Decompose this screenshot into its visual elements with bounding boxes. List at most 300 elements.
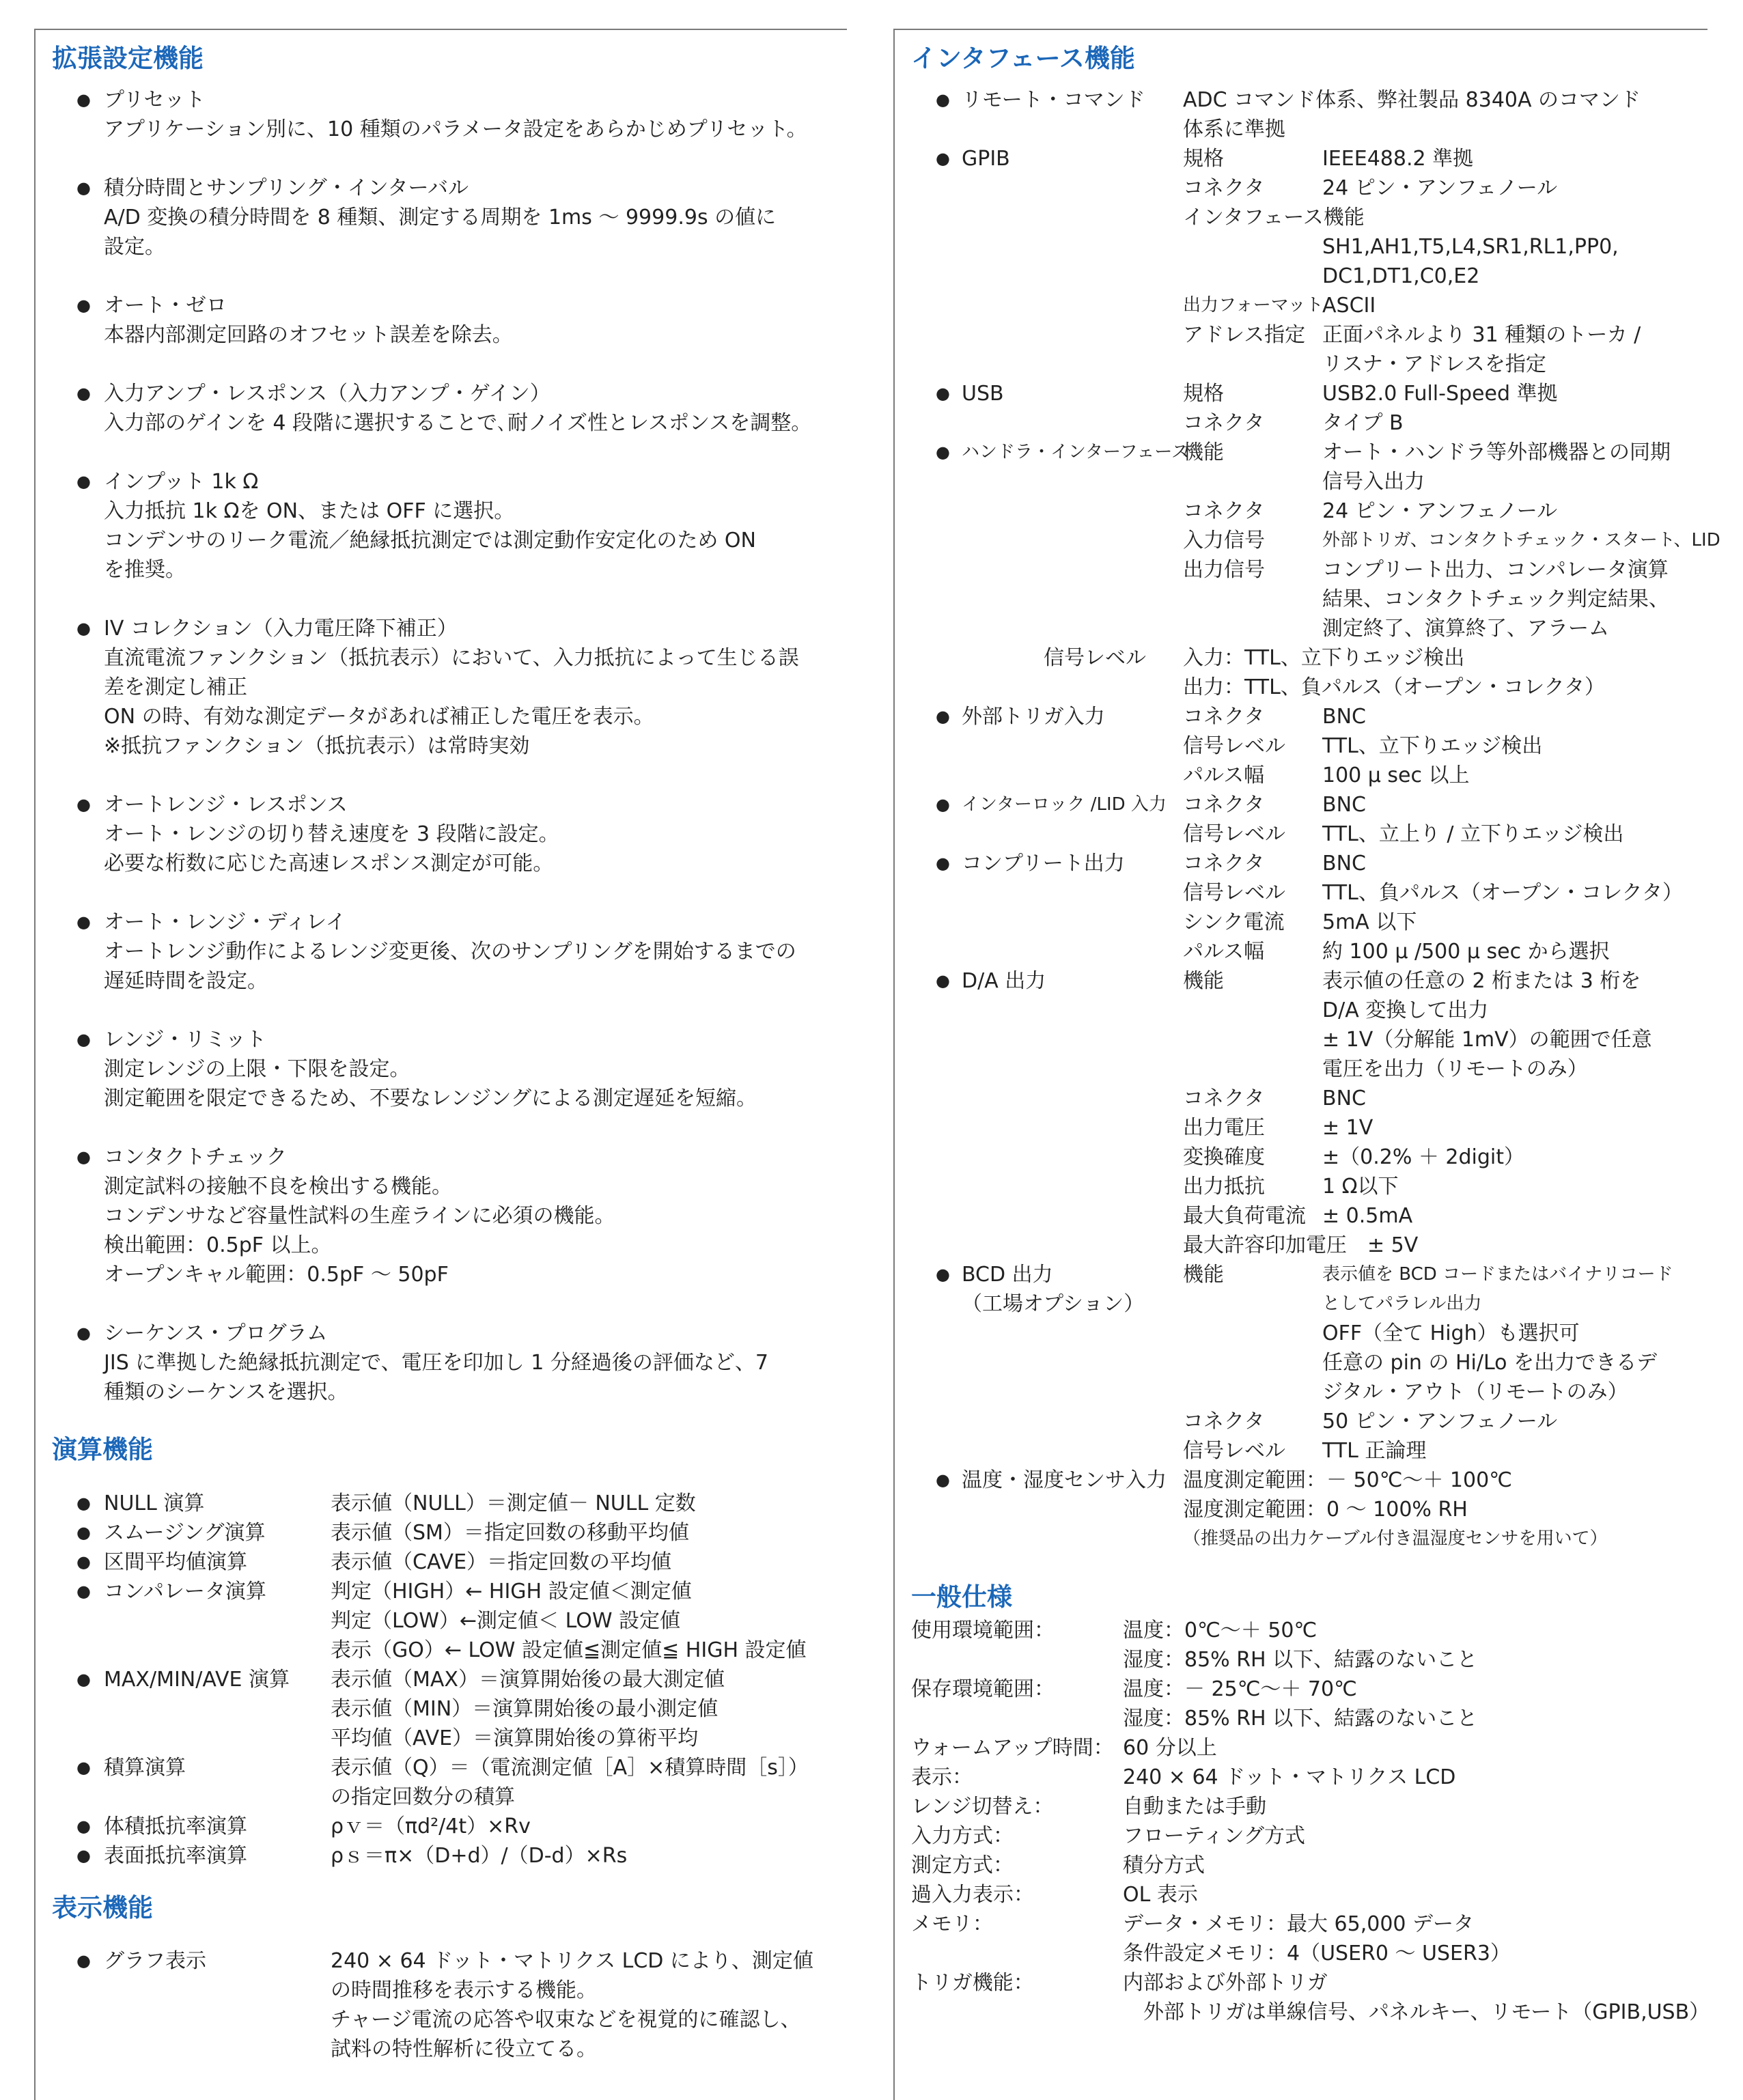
interface-group: GPIB xyxy=(962,147,1010,171)
interface-key: コネクタ xyxy=(1183,499,1265,523)
interface-row xyxy=(936,85,1714,115)
interface-key: 最大負荷電流 xyxy=(1183,1204,1306,1228)
interface-key: コネクタ xyxy=(1183,1410,1265,1433)
interface-row xyxy=(936,496,1714,526)
display-function xyxy=(76,1946,855,2061)
interface-key: 最大許容印加電圧 ± 5V xyxy=(1183,1233,1419,1257)
interface-row xyxy=(936,966,1714,996)
ext-item xyxy=(76,173,848,262)
interface-key: 規格 xyxy=(1183,382,1224,406)
ext-item xyxy=(76,379,848,438)
ext-item xyxy=(76,85,848,144)
display-desc-line: の時間推移を表示する機能。 xyxy=(331,1978,597,2002)
right-vertical-rule xyxy=(893,29,895,2100)
general-key: 入力方式： xyxy=(911,1824,1014,1848)
bullet-icon: ● xyxy=(936,854,950,873)
calc-value: 表示値（NULL）＝測定値－ NULL 定数 xyxy=(331,1492,696,1515)
interface-row xyxy=(936,467,1714,496)
interface-key: 入力：TTL、立下りエッジ検出 xyxy=(1183,646,1465,670)
left-top-rule xyxy=(34,29,847,30)
interface-group: リモート・コマンド xyxy=(962,88,1145,112)
calc-row xyxy=(76,1636,855,1665)
ext-item-desc: 入力部のゲインを 4 段階に選択することで､耐ノイズ性とレスポンスを調整。 xyxy=(104,411,812,435)
bullet-icon: ● xyxy=(76,384,91,403)
interface-row xyxy=(936,1407,1714,1436)
general-row xyxy=(911,1998,1710,2027)
interface-group: 信号レベル xyxy=(962,646,1146,670)
bullet-icon: ● xyxy=(936,149,950,168)
interface-row xyxy=(936,173,1714,203)
bullet-icon: ● xyxy=(936,971,950,990)
interface-row xyxy=(936,1025,1714,1054)
bullet-icon: ● xyxy=(936,384,950,403)
general-key: 保存環境範囲： xyxy=(911,1677,1055,1701)
interface-key: 出力フォーマット xyxy=(1183,295,1324,316)
interface-group: D/A 出力 xyxy=(962,969,1046,993)
general-value: 湿度：85% RH 以下、結露のないこと xyxy=(1123,1707,1478,1731)
ext-item-desc: 入力抵抗 1k Ωを ON、または OFF に選択。 xyxy=(104,499,515,523)
ext-item xyxy=(76,908,848,996)
general-key: 測定方式： xyxy=(911,1853,1014,1877)
ext-item-desc: 種類のシーケンスを選択。 xyxy=(104,1380,348,1404)
ext-item-label: オートレンジ・レスポンス xyxy=(104,793,348,817)
interface-value: USB2.0 Full-Speed 準拠 xyxy=(1322,382,1558,406)
interface-value: 表示値の任意の 2 桁または 3 桁を xyxy=(1322,969,1641,993)
interface-value: タイプ B xyxy=(1322,411,1404,435)
general-key: レンジ切替え： xyxy=(911,1795,1054,1819)
ext-item-label: オート・レンジ・ディレイ xyxy=(104,910,346,934)
interface-value: BNC xyxy=(1322,852,1366,876)
interface-row xyxy=(936,232,1714,262)
interface-value: 約 100 μ /500 μ sec から選択 xyxy=(1322,940,1610,964)
interface-group: インターロック /LID 入力 xyxy=(962,794,1167,815)
general-spec-heading: 一般仕様 xyxy=(911,1582,1012,1612)
calc-value: ρｓ＝π×（D+d）/（D-d）×Rs xyxy=(331,1844,628,1868)
bullet-icon: ● xyxy=(936,707,950,726)
interface-key: 機能 xyxy=(1183,969,1224,993)
display-desc-line: チャージ電流の応答や収束などを視覚的に確認し、 xyxy=(331,2008,801,2032)
interface-row xyxy=(936,291,1714,320)
bullet-icon: ● xyxy=(936,443,950,462)
calc-name: MAX/MIN/AVE 演算 xyxy=(104,1668,290,1692)
calc-value: 表示値（MIN）＝演算開始後の最小測定値 xyxy=(331,1697,719,1721)
interface-row xyxy=(936,1319,1714,1348)
interface-row xyxy=(936,702,1714,731)
interface-row xyxy=(936,144,1714,173)
ext-item-desc: A/D 変換の積分時間を 8 種類、測定する周期を 1ms ～ 9999.9s の値に xyxy=(104,206,777,229)
interface-row xyxy=(936,643,1714,673)
general-row xyxy=(911,1880,1710,1909)
interface-key: コネクタ xyxy=(1183,793,1265,817)
interface-value: としてパラレル出力 xyxy=(1322,1293,1482,1314)
interface-row xyxy=(936,526,1720,555)
calc-value: 表示（GO）← LOW 設定値≦測定値≦ HIGH 設定値 xyxy=(331,1638,807,1662)
ext-item-label: IV コレクション（入力電圧降下補正） xyxy=(104,617,458,641)
interface-row xyxy=(936,790,1714,820)
interface-value: ±（0.2% ＋ 2digit） xyxy=(1322,1145,1525,1169)
general-value: 湿度：85% RH 以下、結露のないこと xyxy=(1123,1648,1478,1672)
interface-key: シンク電流 xyxy=(1183,910,1285,934)
calc-row xyxy=(76,1694,855,1724)
interface-row xyxy=(936,1289,1714,1319)
calc-name: スムージング演算 xyxy=(104,1521,266,1545)
interface-key: 規格 xyxy=(1183,147,1224,171)
calc-name: 表面抵抗率演算 xyxy=(104,1844,247,1868)
ext-item-desc: 測定範囲を限定できるため、不要なレンジングによる測定遅延を短縮。 xyxy=(104,1087,757,1110)
display-function-name: グラフ表示 xyxy=(104,1949,206,1973)
interface-key: アドレス指定 xyxy=(1183,323,1306,347)
ext-item-desc: 必要な桁数に応じた高速レスポンス測定が可能。 xyxy=(104,852,554,876)
general-key: 過入力表示： xyxy=(911,1883,1034,1907)
interface-key: 出力信号 xyxy=(1183,558,1265,582)
interface-row xyxy=(936,1436,1714,1466)
calc-value: 判定（LOW）←測定値＜ LOW 設定値 xyxy=(331,1609,681,1633)
interface-value: 測定終了、演算終了、アラーム xyxy=(1322,617,1609,641)
display-row: ● グラフ表示 240 × 64 ドット・マトリクス LCD により、測定値 の時間推移を表示する機能。 チャージ電流の応答や収束などを視覚的に確認し、 試料の特性解析に役立てる。 xyxy=(76,1946,855,1976)
interface-row xyxy=(936,908,1714,937)
interface-value: TTL、負パルス（オープン・コレクタ） xyxy=(1322,881,1684,905)
display-desc-line: 240 × 64 ドット・マトリクス LCD により、測定値 xyxy=(331,1949,813,1973)
right-top-rule xyxy=(895,29,1707,30)
interface-key: ADC コマンド体系、弊社製品 8340A のコマンド xyxy=(1183,88,1641,112)
bullet-icon: ● xyxy=(936,795,950,814)
interface-row xyxy=(936,937,1714,966)
interface-row xyxy=(936,115,1714,144)
calc-name: 体積抵抗率演算 xyxy=(104,1815,247,1838)
interface-spec-table xyxy=(936,85,1720,1554)
general-value: 温度：－ 25℃～＋ 70℃ xyxy=(1123,1677,1357,1701)
general-value: データ・メモリ：最大 65,000 データ xyxy=(1123,1912,1475,1936)
ext-item-desc: オートレンジ動作によるレンジ変更後、次のサンプリングを開始するまでの xyxy=(104,940,796,964)
ext-item-desc: 測定試料の接触不良を検出する機能。 xyxy=(104,1175,452,1199)
interface-key: 機能 xyxy=(1183,1263,1224,1287)
general-value: 条件設定メモリ：4（USER0 ～ USER3） xyxy=(1123,1942,1511,1965)
calc-row xyxy=(76,1841,855,1871)
left-vertical-rule xyxy=(34,29,36,2100)
interface-key: コネクタ xyxy=(1183,852,1265,876)
interface-key: 出力：TTL、負パルス（オープン・コレクタ） xyxy=(1183,675,1606,699)
ext-item xyxy=(76,790,848,878)
ext-item-desc: JIS に準拠した絶縁抵抗測定で、電圧を印加し 1 分経過後の評価など、7 xyxy=(104,1351,768,1375)
interface-value: 電圧を出力（リモートのみ） xyxy=(1322,1057,1588,1081)
calc-value: 判定（HIGH）← HIGH 設定値＜測定値 xyxy=(331,1580,692,1604)
interface-note-row xyxy=(936,1524,1714,1554)
bullet-icon: ● xyxy=(76,1030,91,1049)
general-key: ウォームアップ時間： xyxy=(911,1736,1114,1760)
interface-value: TTL、立上り / 立下りエッジ検出 xyxy=(1322,822,1624,846)
calc-function-table xyxy=(76,1489,855,1871)
ext-item-desc: 差を測定し補正 xyxy=(104,675,247,699)
interface-key: パルス幅 xyxy=(1183,764,1265,787)
interface-value: 1 Ω以下 xyxy=(1322,1175,1399,1199)
interface-value: コンプリート出力、コンパレータ演算 xyxy=(1322,558,1669,582)
bullet-icon: ● xyxy=(76,1846,91,1865)
interface-key: 信号レベル xyxy=(1183,881,1285,905)
ext-item xyxy=(76,467,848,585)
interface-value: 24 ピン・アンフェノール xyxy=(1322,176,1558,200)
calc-value: 表示値（MAX）＝演算開始後の最大測定値 xyxy=(331,1668,725,1692)
calc-value: 平均値（AVE）＝演算開始後の算術平均 xyxy=(331,1726,699,1750)
ext-item xyxy=(76,1025,848,1113)
general-key: トリガ機能： xyxy=(911,1971,1034,1995)
interface-row xyxy=(936,1054,1714,1084)
ext-item-label: 積分時間とサンプリング・インターバル xyxy=(104,176,469,200)
interface-value: 5mA 以下 xyxy=(1322,910,1417,934)
interface-row xyxy=(936,585,1714,614)
calc-row xyxy=(76,1812,855,1841)
bullet-icon: ● xyxy=(76,795,91,814)
interface-group: コンプリート出力 xyxy=(962,852,1125,876)
interface-key: コネクタ xyxy=(1183,1087,1265,1110)
interface-row xyxy=(936,996,1714,1025)
general-row xyxy=(911,1645,1710,1675)
ext-item xyxy=(76,291,848,350)
general-row xyxy=(911,1909,1710,1939)
interface-row xyxy=(936,1084,1714,1113)
ext-item-desc: コンデンサなど容量性試料の生産ラインに必須の機能。 xyxy=(104,1204,615,1228)
interface-key: コネクタ xyxy=(1183,705,1265,729)
general-value: 60 分以上 xyxy=(1123,1736,1217,1760)
interface-value: 50 ピン・アンフェノール xyxy=(1322,1410,1558,1433)
interface-key: 変換確度 xyxy=(1183,1145,1265,1169)
ext-item-label: インプット 1k Ω xyxy=(104,470,259,494)
calc-value: の指定回数分の積算 xyxy=(331,1785,515,1809)
bullet-icon: ● xyxy=(76,1552,91,1571)
interface-group: ハンドラ・インターフェース xyxy=(962,442,1190,462)
ext-item xyxy=(76,614,848,761)
ext-item-desc: 検出範囲：0.5pF 以上。 xyxy=(104,1233,332,1257)
general-key: メモリ： xyxy=(911,1912,993,1936)
calc-name: コンパレータ演算 xyxy=(104,1580,266,1604)
interface-group: BCD 出力 xyxy=(962,1263,1053,1287)
interface-value: OFF（全て High）も選択可 xyxy=(1322,1321,1580,1345)
bullet-icon: ● xyxy=(76,1817,91,1836)
interface-row xyxy=(936,379,1714,408)
interface-group: USB xyxy=(962,382,1004,406)
interface-row xyxy=(936,731,1714,761)
interface-key: 体系に準拠 xyxy=(1183,117,1285,141)
general-row xyxy=(911,1792,1710,1821)
general-row xyxy=(911,1704,1710,1733)
general-value: 外部トリガは単線信号、パネルキー、リモート（GPIB,USB） xyxy=(1123,2000,1710,2024)
interface-value: IEEE488.2 準拠 xyxy=(1322,147,1474,171)
interface-row xyxy=(936,849,1714,878)
interface-value: 表示値を BCD コードまたはバイナリコード xyxy=(1322,1264,1673,1285)
ext-item-desc: 直流電流ファンクション（抵抗表示）において、入力抵抗によって生じる誤 xyxy=(104,646,799,670)
display-function-desc xyxy=(331,1946,813,2064)
general-value: フローティング方式 xyxy=(1123,1824,1305,1848)
general-spec-table xyxy=(911,1616,1710,2027)
general-value: 温度：0℃～＋ 50℃ xyxy=(1123,1619,1317,1642)
ext-item xyxy=(76,1143,848,1289)
interface-key: コネクタ xyxy=(1183,411,1265,435)
bullet-icon: ● xyxy=(76,912,91,932)
ext-item-label: コンタクトチェック xyxy=(104,1145,287,1169)
interface-value: 外部トリガ、コンタクトチェック・スタート、LID xyxy=(1322,530,1720,550)
interface-value: DC1,DT1,C0,E2 xyxy=(1322,264,1480,288)
interface-row xyxy=(936,438,1714,467)
interface-row xyxy=(936,1143,1714,1172)
interface-value: BNC xyxy=(1322,1087,1366,1110)
ext-item-desc: オート・レンジの切り替え速度を 3 段階に設定。 xyxy=(104,822,559,846)
interface-value: ± 0.5mA xyxy=(1322,1204,1413,1228)
interface-key: 出力抵抗 xyxy=(1183,1175,1265,1199)
ext-settings-heading: 拡張設定機能 xyxy=(52,44,204,73)
bullet-icon: ● xyxy=(76,472,91,491)
ext-item-desc: 設定。 xyxy=(104,235,165,259)
interface-key: 入力信号 xyxy=(1183,529,1265,552)
interface-value: BNC xyxy=(1322,793,1366,817)
ext-item xyxy=(76,1319,848,1407)
calc-row xyxy=(76,1518,855,1548)
interface-row xyxy=(936,1348,1714,1377)
interface-value: 結果、コンタクトチェック判定結果、 xyxy=(1322,587,1669,611)
interface-value: 任意の pin の Hi/Lo を出力できるデ xyxy=(1322,1351,1658,1375)
ext-item-label: レンジ・リミット xyxy=(104,1028,266,1052)
interface-value: 信号入出力 xyxy=(1322,470,1425,494)
bullet-icon: ● xyxy=(76,619,91,638)
ext-item-label: シーケンス・プログラム xyxy=(104,1321,328,1345)
interface-row xyxy=(936,673,1714,702)
interface-row xyxy=(936,262,1714,291)
ext-item-desc: を推奨。 xyxy=(104,558,186,582)
interface-value: ジタル・アウト（リモートのみ） xyxy=(1322,1380,1628,1404)
interface-value: 24 ピン・アンフェノール xyxy=(1322,499,1558,523)
interface-row xyxy=(936,1260,1714,1289)
display-desc-line: 試料の特性解析に役立てる。 xyxy=(331,2037,597,2061)
general-value: 240 × 64 ドット・マトリクス LCD xyxy=(1123,1765,1456,1789)
calc-value: 表示値（CAVE）＝指定回数の平均値 xyxy=(331,1550,672,1574)
interface-row xyxy=(936,1495,1714,1524)
bullet-icon: ● xyxy=(76,90,91,109)
interface-key: 機能 xyxy=(1183,440,1224,464)
bullet-icon: ● xyxy=(76,1147,91,1166)
bullet-icon: ● xyxy=(76,1523,91,1542)
calc-heading: 演算機能 xyxy=(52,1435,153,1464)
general-value: 積分方式 xyxy=(1123,1853,1205,1877)
interface-row xyxy=(936,555,1714,585)
interface-group: 外部トリガ入力 xyxy=(962,705,1105,729)
ext-item-desc: 測定レンジの上限・下限を設定。 xyxy=(104,1057,410,1081)
interface-row xyxy=(936,878,1714,908)
bullet-icon: ● xyxy=(936,1470,950,1489)
bullet-icon: ● xyxy=(76,1324,91,1343)
calc-row xyxy=(76,1665,855,1694)
bullet-icon: ● xyxy=(936,1265,950,1284)
interface-row xyxy=(936,614,1714,643)
interface-key: パルス幅 xyxy=(1183,940,1265,964)
general-key: 使用環境範囲： xyxy=(911,1619,1055,1642)
interface-value: 正面パネルより 31 種類のトーカ / xyxy=(1322,323,1641,347)
bullet-icon: ● xyxy=(76,1758,91,1777)
interface-value: ASCII xyxy=(1322,294,1376,318)
interface-row xyxy=(936,1172,1714,1201)
interface-note: （推奨品の出力ケーブル付き温湿度センサを用いて） xyxy=(1183,1528,1608,1549)
bullet-icon: ● xyxy=(936,90,950,109)
general-row xyxy=(911,1733,1710,1763)
ext-item-desc: アプリケーション別に、10 種類のパラメータ設定をあらかじめプリセット。 xyxy=(104,117,807,141)
interface-row xyxy=(936,408,1714,438)
interface-value: SH1,AH1,T5,L4,SR1,RL1,PP0, xyxy=(1322,235,1619,259)
interface-row xyxy=(936,1201,1714,1231)
ext-item-label: 入力アンプ・レスポンス（入力アンプ・ゲイン） xyxy=(104,382,550,406)
general-row xyxy=(911,1968,1710,1998)
interface-key: 信号レベル xyxy=(1183,734,1285,758)
interface-row xyxy=(936,203,1714,232)
general-value: 内部および外部トリガ xyxy=(1123,1971,1328,1995)
ext-item-desc: ※抵抗ファンクション（抵抗表示）は常時実効 xyxy=(104,734,530,758)
general-value: 自動または手動 xyxy=(1123,1795,1266,1819)
calc-row xyxy=(76,1577,855,1606)
interface-group: （工場オプション） xyxy=(962,1292,1145,1316)
interface-row xyxy=(936,1377,1714,1407)
interface-heading: インタフェース機能 xyxy=(911,44,1135,73)
ext-item-label: オート・ゼロ xyxy=(104,294,227,318)
interface-key: 出力電圧 xyxy=(1183,1116,1265,1140)
calc-name: NULL 演算 xyxy=(104,1492,205,1515)
bullet-icon: ● xyxy=(76,178,91,197)
calc-value: 表示値（SM）＝指定回数の移動平均値 xyxy=(331,1521,689,1545)
interface-row xyxy=(936,1231,1714,1260)
calc-value: ρｖ＝（πd²/4t）×Rv xyxy=(331,1815,531,1838)
interface-value: ± 1V（分解能 1mV）の範囲で任意 xyxy=(1322,1028,1652,1052)
interface-row xyxy=(936,761,1714,790)
calc-name: 区間平均値演算 xyxy=(104,1550,247,1574)
interface-row xyxy=(936,1113,1714,1143)
interface-row xyxy=(936,820,1714,849)
interface-row xyxy=(936,1466,1714,1495)
general-row xyxy=(911,1616,1710,1645)
general-row xyxy=(911,1675,1710,1704)
general-row xyxy=(911,1939,1710,1968)
interface-row xyxy=(936,320,1714,350)
ext-settings-list xyxy=(76,85,848,1407)
interface-key: インタフェース機能 xyxy=(1183,206,1365,229)
calc-row xyxy=(76,1489,855,1518)
interface-row xyxy=(936,350,1714,379)
general-row xyxy=(911,1821,1710,1851)
interface-value: D/A 変換して出力 xyxy=(1322,998,1489,1022)
interface-value: TTL 正論理 xyxy=(1322,1439,1427,1463)
interface-value: 100 μ sec 以上 xyxy=(1322,764,1470,787)
bullet-icon: ● xyxy=(76,1494,91,1513)
general-row xyxy=(911,1763,1710,1792)
ext-item-desc: ON の時、有効な測定データがあれば補正した電圧を表示。 xyxy=(104,705,654,729)
interface-key: 信号レベル xyxy=(1183,1439,1285,1463)
interface-value: TTL、立下りエッジ検出 xyxy=(1322,734,1543,758)
ext-item-desc: 遅延時間を設定。 xyxy=(104,969,268,993)
interface-value: リスナ・アドレスを指定 xyxy=(1322,352,1546,376)
general-key: 表示： xyxy=(911,1765,973,1789)
general-row xyxy=(911,1851,1710,1880)
calc-row xyxy=(76,1753,855,1782)
interface-key: コネクタ xyxy=(1183,176,1265,200)
ext-item-desc: コンデンサのリーク電流／絶縁抵抗測定では測定動作安定化のため ON xyxy=(104,529,756,552)
ext-item-desc: 本器内部測定回路のオフセット誤差を除去。 xyxy=(104,323,513,347)
calc-row xyxy=(76,1782,855,1812)
general-value: OL 表示 xyxy=(1123,1883,1198,1907)
interface-key: 湿度測定範囲：0 ～ 100% RH xyxy=(1183,1498,1468,1522)
bullet-icon: ● xyxy=(76,1582,91,1601)
interface-value: ± 1V xyxy=(1322,1116,1374,1140)
interface-key: 信号レベル xyxy=(1183,822,1285,846)
calc-row xyxy=(76,1724,855,1753)
calc-row xyxy=(76,1606,855,1636)
interface-key: 温度測定範囲：－ 50℃～＋ 100℃ xyxy=(1183,1468,1512,1492)
interface-group: 温度・湿度センサ入力 xyxy=(962,1468,1167,1492)
display-heading: 表示機能 xyxy=(52,1893,153,1922)
calc-name: 積算演算 xyxy=(104,1756,186,1780)
